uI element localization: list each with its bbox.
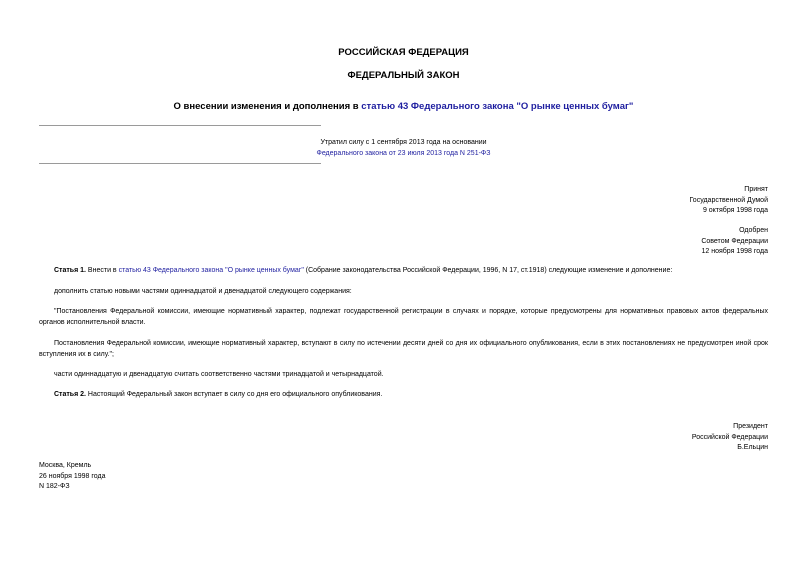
adopted-line-1: Принят bbox=[744, 186, 768, 193]
paragraph-amend: дополнить статью новыми частями одиннадцатой и двенадцатой следующего содержания: bbox=[54, 288, 352, 295]
article-2-paragraph bbox=[39, 390, 768, 401]
adopted-block bbox=[689, 185, 768, 217]
bottom-divider bbox=[39, 163, 321, 164]
place-date-block bbox=[39, 461, 105, 493]
law-title-link[interactable]: статью 43 Федерального закона "О рынке ценных бумаг" bbox=[361, 101, 634, 112]
document-page bbox=[39, 0, 768, 571]
signature-block bbox=[692, 422, 768, 454]
repeal-notice-text: Утратил силу с 1 сентября 2013 года на основании bbox=[320, 139, 487, 146]
repeal-notice bbox=[39, 137, 768, 159]
adopted-line-2: Государственной Думой bbox=[689, 196, 768, 204]
approved-line-1: Одобрен bbox=[739, 227, 768, 234]
law-number-line: N 182-ФЗ bbox=[39, 483, 70, 490]
article-2-label: Статья 2. bbox=[54, 391, 86, 398]
repeal-notice-link[interactable]: Федерального закона от 23 июля 2013 года N 251-ФЗ bbox=[316, 150, 491, 157]
article-1-text-pre: Внести в bbox=[85, 267, 119, 274]
article-1-link[interactable]: статью 43 Федерального закона "О рынке ценных бумаг" bbox=[118, 267, 304, 274]
signature-line-3: Б.Ельцин bbox=[737, 444, 768, 451]
place-line: Москва, Кремль bbox=[39, 462, 92, 469]
document-type-heading: ФЕДЕРАЛЬНЫЙ ЗАКОН bbox=[347, 70, 460, 81]
law-title bbox=[39, 101, 768, 112]
date-line: 26 ноября 1998 года bbox=[39, 472, 106, 480]
paragraph-part-11: "Постановления Федеральной комиссии, имеющие нормативный характер, подлежат государственной регистрации в случаях и порядке, которые предусмотрены для нормативных правовых актов федеральных органов исполнительной власти. bbox=[39, 308, 768, 326]
adopted-line-3: 9 октября 1998 года bbox=[702, 207, 768, 214]
article-2-text: Настоящий Федеральный закон вступает в силу со дня его официального опубликования. bbox=[85, 391, 383, 398]
approved-block bbox=[701, 226, 768, 258]
country-heading: РОССИЙСКАЯ ФЕДЕРАЦИЯ bbox=[338, 47, 469, 58]
article-1-text-post: (Собрание законодательства Российской Федерации, 1996, N 17, ст.1918) следующие изменение и дополнение: bbox=[303, 267, 673, 274]
law-title-text: О внесении изменения и дополнения в bbox=[173, 101, 362, 112]
paragraph-part-12: Постановления Федеральной комиссии, имеющие нормативный характер, вступают в силу по истечении десяти дней со дня их официального опубликования, если в этих постановлениях не предусмотрен иной срок вступления их в силу."; bbox=[39, 340, 768, 358]
article-1-label: Статья 1. bbox=[54, 267, 86, 274]
signature-line-2: Российской Федерации bbox=[691, 433, 768, 441]
paragraph-renumber: части одиннадцатую и двенадцатую считать соответственно частями тринадцатой и четырнадцатой. bbox=[54, 371, 384, 378]
approved-line-3: 12 ноября 1998 года bbox=[701, 248, 768, 255]
article-1-paragraph bbox=[39, 266, 768, 277]
top-divider bbox=[39, 125, 321, 126]
signature-line-1: Президент bbox=[733, 423, 768, 430]
approved-line-2: Советом Федерации bbox=[701, 237, 768, 245]
